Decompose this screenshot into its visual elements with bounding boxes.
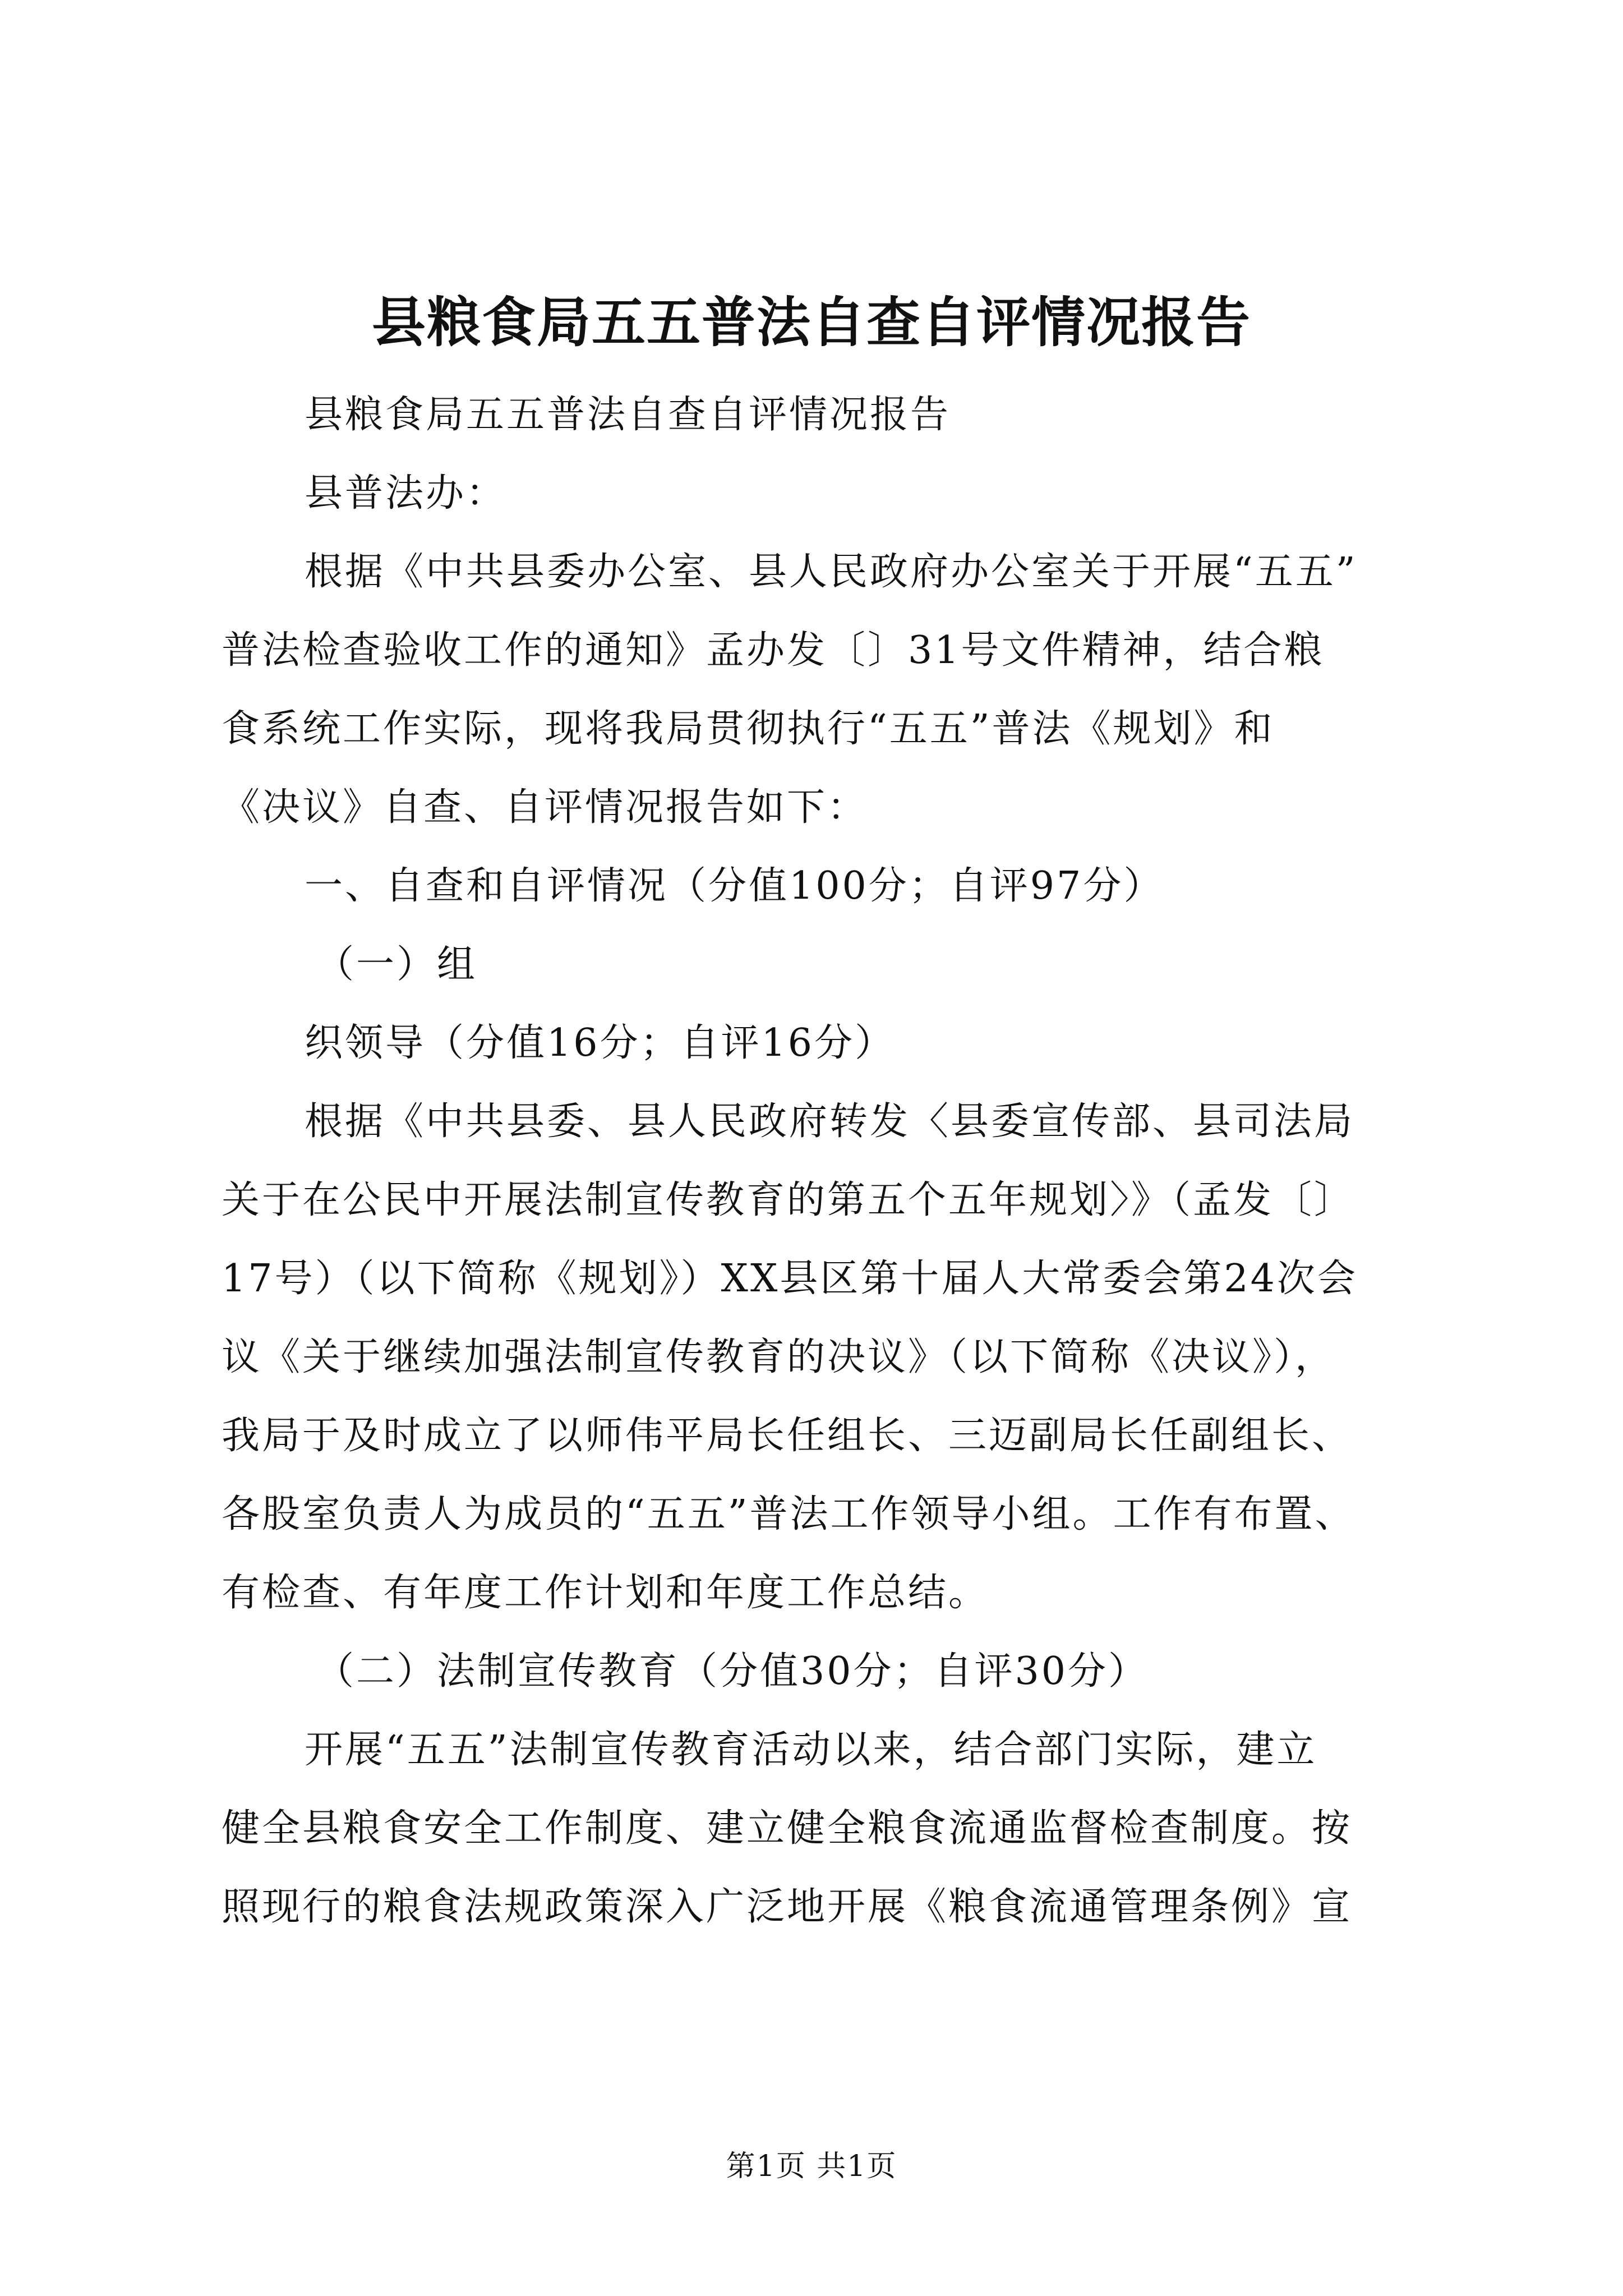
paragraph-line: 17号）（以下简称《规划》）XX县区第十届人大常委会第24次会 (222, 1257, 1358, 1301)
document-title: 县粮食局五五普法自查自评情况报告 (372, 291, 1251, 354)
paragraph-line: 各股室负责人为成员的“五五”普法工作领导小组。工作有布置、 (222, 1492, 1355, 1536)
paragraph-line: 《决议》自查、自评情况报告如下： (222, 785, 868, 830)
subsection-heading: （一）组 (316, 942, 478, 987)
section-heading: 一、自查和自评情况（分值100分；自评97分） (305, 864, 1164, 908)
subsection-heading-continued: 织领导（分值16分；自评16分） (305, 1021, 896, 1065)
paragraph-line: 健全县粮食安全工作制度、建立健全粮食流通监督检查制度。按 (222, 1806, 1353, 1851)
paragraph-line: 我局于及时成立了以师伟平局长任组长、三迈副局长任副组长、 (222, 1414, 1353, 1458)
page-footer: 第1页 共1页 (726, 2150, 897, 2183)
salutation-line: 县普法办： (305, 471, 507, 516)
subsection-heading: （二）法制宣传教育（分值30分；自评30分） (316, 1649, 1149, 1694)
paragraph-line: 关于在公民中开展法制宣传教育的第五个五年规划〉》（孟发〔〕 (222, 1178, 1355, 1222)
paragraph-line: 有检查、有年度工作计划和年度工作总结。 (222, 1571, 989, 1615)
subtitle-line: 县粮食局五五普法自查自评情况报告 (305, 393, 951, 437)
paragraph-line: 议《关于继续加强法制宣传教育的决议》（以下简称《决议》）， (222, 1335, 1336, 1379)
paragraph-line: 普法检查验收工作的通知》孟办发〔〕31号文件精神，结合粮 (222, 628, 1325, 673)
paragraph-line: 开展“五五”法制宣传教育活动以来，结合部门实际，建立 (305, 1728, 1317, 1772)
paragraph-line: 根据《中共县委、县人民政府转发〈县委宣传部、县司法局 (305, 1099, 1355, 1144)
paragraph-line: 食系统工作实际，现将我局贯彻执行“五五”普法《规划》和 (222, 707, 1275, 751)
paragraph-line: 照现行的粮食法规政策深入广泛地开展《粮食流通管理条例》宣 (222, 1885, 1353, 1929)
paragraph-line: 根据《中共县委办公室、县人民政府办公室关于开展“五五” (305, 550, 1358, 594)
